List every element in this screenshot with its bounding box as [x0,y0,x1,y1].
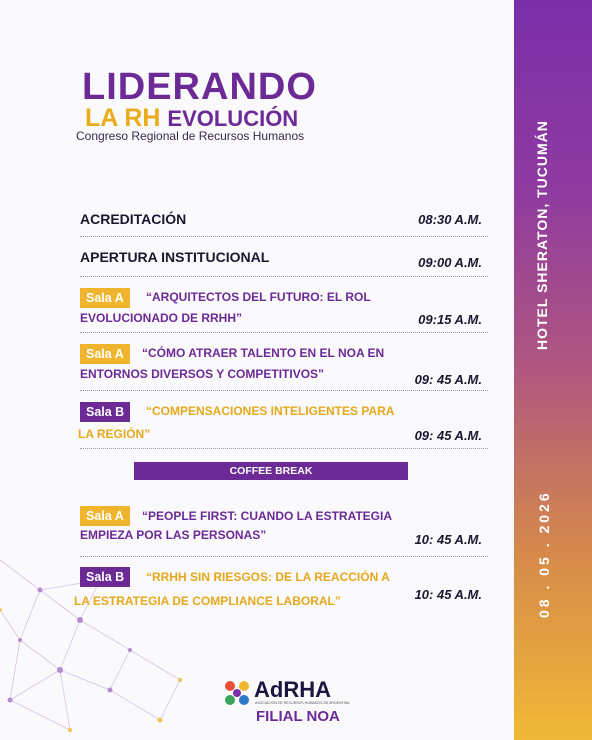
talk-title-line2: ENTORNOS DIVERSOS Y COMPETITIVOS” [80,367,325,381]
agenda-item [80,342,488,391]
agenda-time: 09: 45 A.M. [414,372,482,387]
agenda-title: APERTURA INSTITUCIONAL [80,249,270,265]
agenda-time: 10: 45 A.M. [414,587,482,602]
adrha-brand: AdRHA [254,677,331,702]
agenda-time: 08:30 A.M. [418,212,482,227]
room-badge: Sala A [80,506,130,526]
talk-title-line1: “ARQUITECTOS DEL FUTURO: EL ROL [146,290,371,304]
agenda-time: 10: 45 A.M. [414,532,482,547]
talk-title-line2: EVOLUCIONADO DE RRHH” [80,311,243,325]
agenda-item [80,244,488,277]
agenda-time: 09:00 A.M. [418,255,482,270]
event-logo-title: LIDERANDO [82,66,317,108]
room-badge: Sala B [80,402,130,422]
side-gradient-bar [514,0,592,740]
talk-title-line1: “COMPENSACIONES INTELIGENTES PARA [146,404,395,418]
talk-title-line2: LA REGIÓN” [78,427,151,441]
room-badge: Sala A [80,344,130,364]
logo-la-rh: LA RH [85,104,161,132]
adrha-brand-small: ASOCIACIÓN DE RECURSOS HUMANOS DE ARGENTINA [255,701,350,705]
event-tagline: Congreso Regional de Recursos Humanos [76,129,305,143]
talk-title-line2: EMPIEZA POR LAS PERSONAS” [80,528,267,542]
agenda-title: ACREDITACIÓN [80,211,187,227]
talk-title-line1: “CÓMO ATRAER TALENTO EN EL NOA EN [142,346,385,360]
agenda-item [80,286,488,333]
coffee-break-banner: COFFEE BREAK [134,462,408,480]
room-badge: Sala B [80,567,130,587]
logo-evolucion: EVOLUCIÓN [167,106,299,131]
agenda-item [80,400,488,449]
agenda-item [80,506,488,557]
talk-title-line2: LA ESTRATEGIA DE COMPLIANCE LABORAL” [74,594,341,608]
venue-label: HOTEL SHERATON, TUCUMÁN [534,120,550,350]
agenda-time: 09:15 A.M. [418,312,482,327]
room-badge: Sala A [80,288,130,308]
event-date: 08 . 05 . 2026 [536,490,552,618]
talk-title-line1: “RRHH SIN RIESGOS: DE LA REACCIÓN A [146,570,390,584]
filial-label: FILIAL NOA [256,708,340,725]
agenda-time: 09: 45 A.M. [414,428,482,443]
talk-title-line1: “PEOPLE FIRST: CUANDO LA ESTRATEGIA [142,509,393,523]
adrha-logo-icon [222,678,252,708]
agenda-item [74,567,488,609]
agenda-item [80,206,488,237]
